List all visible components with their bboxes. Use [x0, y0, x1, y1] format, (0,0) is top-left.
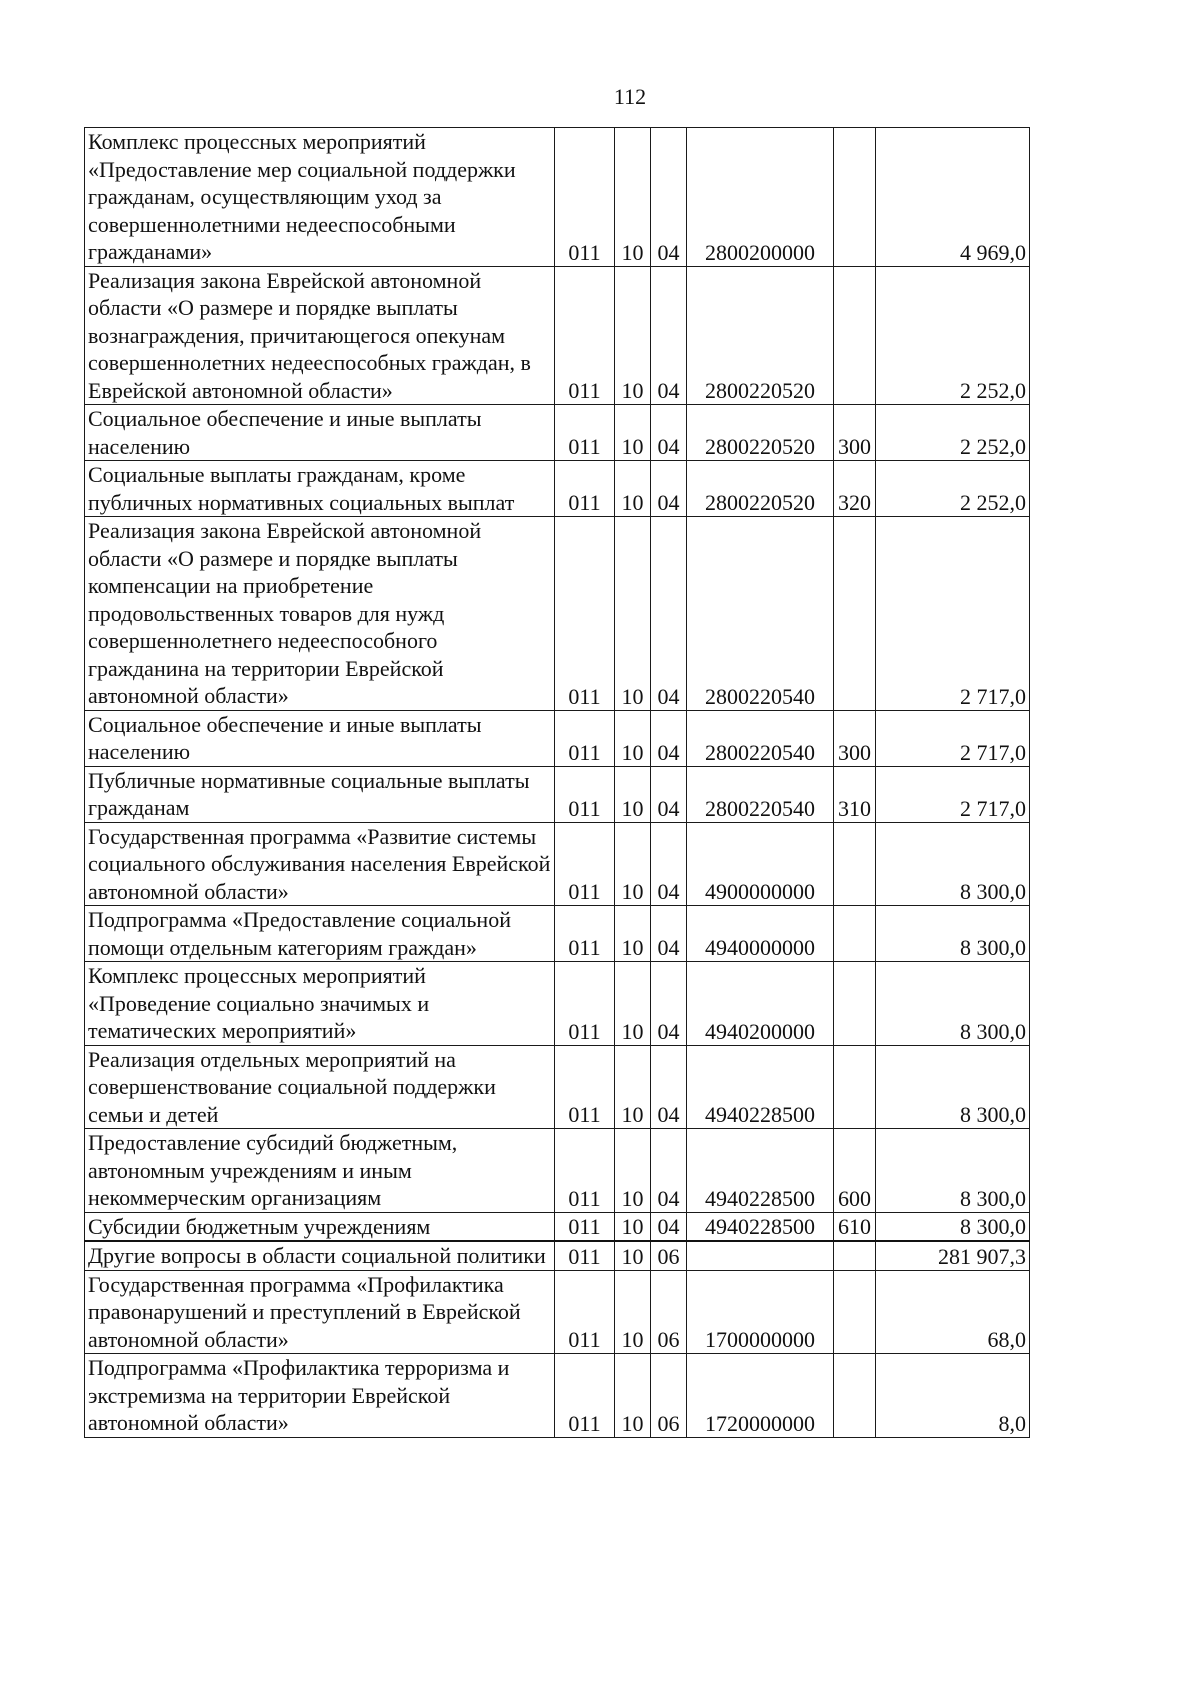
target-article-cell: 1700000000 — [687, 1270, 834, 1354]
ministry-code-cell: 011 — [555, 1212, 615, 1241]
amount-cell: 2 717,0 — [876, 766, 1030, 822]
section-cell: 10 — [615, 1270, 651, 1354]
ministry-code-cell: 011 — [555, 517, 615, 711]
expense-name-cell: Комплекс процессных мероприятий «Предоставление мер социальной поддержки гражданам, осуществляющим уход за совершеннолетними недееспособными гражданами» — [85, 128, 555, 267]
table-row — [85, 962, 1030, 1046]
expense-name-cell: Реализация отдельных мероприятий на совершенствование социальной поддержки семьи и детей — [85, 1045, 555, 1129]
expense-kind-cell: 320 — [834, 461, 876, 517]
amount-cell: 2 252,0 — [876, 461, 1030, 517]
budget-table — [84, 127, 1030, 1438]
expense-name-cell: Другие вопросы в области социальной политики — [85, 1241, 555, 1270]
section-cell: 10 — [615, 766, 651, 822]
target-article-cell: 2800200000 — [687, 128, 834, 267]
amount-cell: 8 300,0 — [876, 906, 1030, 962]
amount-cell: 2 717,0 — [876, 710, 1030, 766]
expense-name-cell: Государственная программа «Развитие системы социального обслуживания населения Еврейской автономной области» — [85, 822, 555, 906]
table-row — [85, 517, 1030, 711]
expense-kind-cell — [834, 266, 876, 405]
target-article-cell: 4940228500 — [687, 1045, 834, 1129]
target-article-cell: 4940228500 — [687, 1129, 834, 1213]
section-cell: 10 — [615, 1129, 651, 1213]
table-row — [85, 1212, 1030, 1241]
amount-cell: 281 907,3 — [876, 1241, 1030, 1270]
amount-cell: 8 300,0 — [876, 962, 1030, 1046]
expense-kind-cell: 300 — [834, 405, 876, 461]
amount-cell: 8,0 — [876, 1354, 1030, 1438]
section-cell: 10 — [615, 822, 651, 906]
subsection-cell: 04 — [651, 517, 687, 711]
expense-name-cell: Подпрограмма «Профилактика терроризма и экстремизма на территории Еврейской автономной области» — [85, 1354, 555, 1438]
budget-table-body — [85, 128, 1030, 1438]
page-number: 112 — [613, 84, 647, 109]
expense-kind-cell — [834, 1241, 876, 1270]
section-cell: 10 — [615, 128, 651, 267]
table-row — [85, 710, 1030, 766]
subsection-cell: 04 — [651, 266, 687, 405]
expense-kind-cell: 600 — [834, 1129, 876, 1213]
table-row — [85, 1241, 1030, 1270]
target-article-cell: 1720000000 — [687, 1354, 834, 1438]
expense-kind-cell — [834, 962, 876, 1046]
target-article-cell: 2800220520 — [687, 405, 834, 461]
expense-name-cell: Предоставление субсидий бюджетным, автономным учреждениям и иным некоммерческим организациям — [85, 1129, 555, 1213]
section-cell: 10 — [615, 405, 651, 461]
amount-cell: 8 300,0 — [876, 1129, 1030, 1213]
expense-kind-cell — [834, 822, 876, 906]
subsection-cell: 04 — [651, 1045, 687, 1129]
section-cell: 10 — [615, 1212, 651, 1241]
expense-name-cell: Комплекс процессных мероприятий «Проведение социально значимых и тематических мероприятий» — [85, 962, 555, 1046]
subsection-cell: 06 — [651, 1241, 687, 1270]
subsection-cell: 04 — [651, 461, 687, 517]
expense-name-cell: Социальные выплаты гражданам, кроме публичных нормативных социальных выплат — [85, 461, 555, 517]
ministry-code-cell: 011 — [555, 822, 615, 906]
expense-kind-cell — [834, 1270, 876, 1354]
table-row — [85, 906, 1030, 962]
amount-cell: 2 717,0 — [876, 517, 1030, 711]
table-row — [85, 766, 1030, 822]
table-row — [85, 266, 1030, 405]
expense-kind-cell: 310 — [834, 766, 876, 822]
section-cell: 10 — [615, 710, 651, 766]
section-cell: 10 — [615, 517, 651, 711]
target-article-cell: 4940228500 — [687, 1212, 834, 1241]
section-cell: 10 — [615, 1045, 651, 1129]
expense-kind-cell — [834, 1045, 876, 1129]
expense-name-cell: Публичные нормативные социальные выплаты гражданам — [85, 766, 555, 822]
section-cell: 10 — [615, 1241, 651, 1270]
expense-name-cell: Социальное обеспечение и иные выплаты населению — [85, 405, 555, 461]
amount-cell: 8 300,0 — [876, 1212, 1030, 1241]
expense-name-cell: Реализация закона Еврейской автономной области «О размере и порядке выплаты компенсации на приобретение продовольственных товаров для нужд совершеннолетнего недееспособного гражданина на территории Еврейской автономной области» — [85, 517, 555, 711]
subsection-cell: 04 — [651, 906, 687, 962]
expense-kind-cell: 300 — [834, 710, 876, 766]
target-article-cell — [687, 1241, 834, 1270]
expense-kind-cell — [834, 906, 876, 962]
section-cell: 10 — [615, 906, 651, 962]
target-article-cell: 2800220520 — [687, 266, 834, 405]
target-article-cell: 4940200000 — [687, 962, 834, 1046]
section-cell: 10 — [615, 1354, 651, 1438]
expense-name-cell: Реализация закона Еврейской автономной области «О размере и порядке выплаты вознаграждения, причитающегося опекунам совершеннолетних недееспособных граждан, в Еврейской автономной области» — [85, 266, 555, 405]
table-row — [85, 1045, 1030, 1129]
section-cell: 10 — [615, 266, 651, 405]
expense-name-cell: Субсидии бюджетным учреждениям — [85, 1212, 555, 1241]
target-article-cell: 2800220520 — [687, 461, 834, 517]
subsection-cell: 04 — [651, 128, 687, 267]
section-cell: 10 — [615, 962, 651, 1046]
subsection-cell: 04 — [651, 962, 687, 1046]
subsection-cell: 04 — [651, 1212, 687, 1241]
amount-cell: 8 300,0 — [876, 1045, 1030, 1129]
table-row — [85, 1129, 1030, 1213]
ministry-code-cell: 011 — [555, 128, 615, 267]
ministry-code-cell: 011 — [555, 1241, 615, 1270]
table-row — [85, 1354, 1030, 1438]
expense-kind-cell — [834, 1354, 876, 1438]
ministry-code-cell: 011 — [555, 1354, 615, 1438]
expense-name-cell: Подпрограмма «Предоставление социальной помощи отдельным категориям граждан» — [85, 906, 555, 962]
amount-cell: 68,0 — [876, 1270, 1030, 1354]
section-cell: 10 — [615, 461, 651, 517]
expense-name-cell: Государственная программа «Профилактика правонарушений и преступлений в Еврейской автономной области» — [85, 1270, 555, 1354]
amount-cell: 2 252,0 — [876, 266, 1030, 405]
ministry-code-cell: 011 — [555, 962, 615, 1046]
table-row — [85, 405, 1030, 461]
expense-name-cell: Социальное обеспечение и иные выплаты населению — [85, 710, 555, 766]
expense-kind-cell — [834, 517, 876, 711]
ministry-code-cell: 011 — [555, 766, 615, 822]
ministry-code-cell: 011 — [555, 906, 615, 962]
amount-cell: 2 252,0 — [876, 405, 1030, 461]
subsection-cell: 06 — [651, 1270, 687, 1354]
expense-kind-cell: 610 — [834, 1212, 876, 1241]
subsection-cell: 04 — [651, 1129, 687, 1213]
ministry-code-cell: 011 — [555, 1270, 615, 1354]
subsection-cell: 04 — [651, 710, 687, 766]
target-article-cell: 4900000000 — [687, 822, 834, 906]
table-row — [85, 461, 1030, 517]
ministry-code-cell: 011 — [555, 710, 615, 766]
table-row — [85, 822, 1030, 906]
subsection-cell: 04 — [651, 405, 687, 461]
ministry-code-cell: 011 — [555, 1045, 615, 1129]
expense-kind-cell — [834, 128, 876, 267]
table-row — [85, 128, 1030, 267]
target-article-cell: 2800220540 — [687, 710, 834, 766]
target-article-cell: 2800220540 — [687, 766, 834, 822]
subsection-cell: 06 — [651, 1354, 687, 1438]
amount-cell: 4 969,0 — [876, 128, 1030, 267]
target-article-cell: 4940000000 — [687, 906, 834, 962]
table-row — [85, 1270, 1030, 1354]
ministry-code-cell: 011 — [555, 1129, 615, 1213]
ministry-code-cell: 011 — [555, 405, 615, 461]
ministry-code-cell: 011 — [555, 266, 615, 405]
subsection-cell: 04 — [651, 822, 687, 906]
amount-cell: 8 300,0 — [876, 822, 1030, 906]
target-article-cell: 2800220540 — [687, 517, 834, 711]
subsection-cell: 04 — [651, 766, 687, 822]
ministry-code-cell: 011 — [555, 461, 615, 517]
